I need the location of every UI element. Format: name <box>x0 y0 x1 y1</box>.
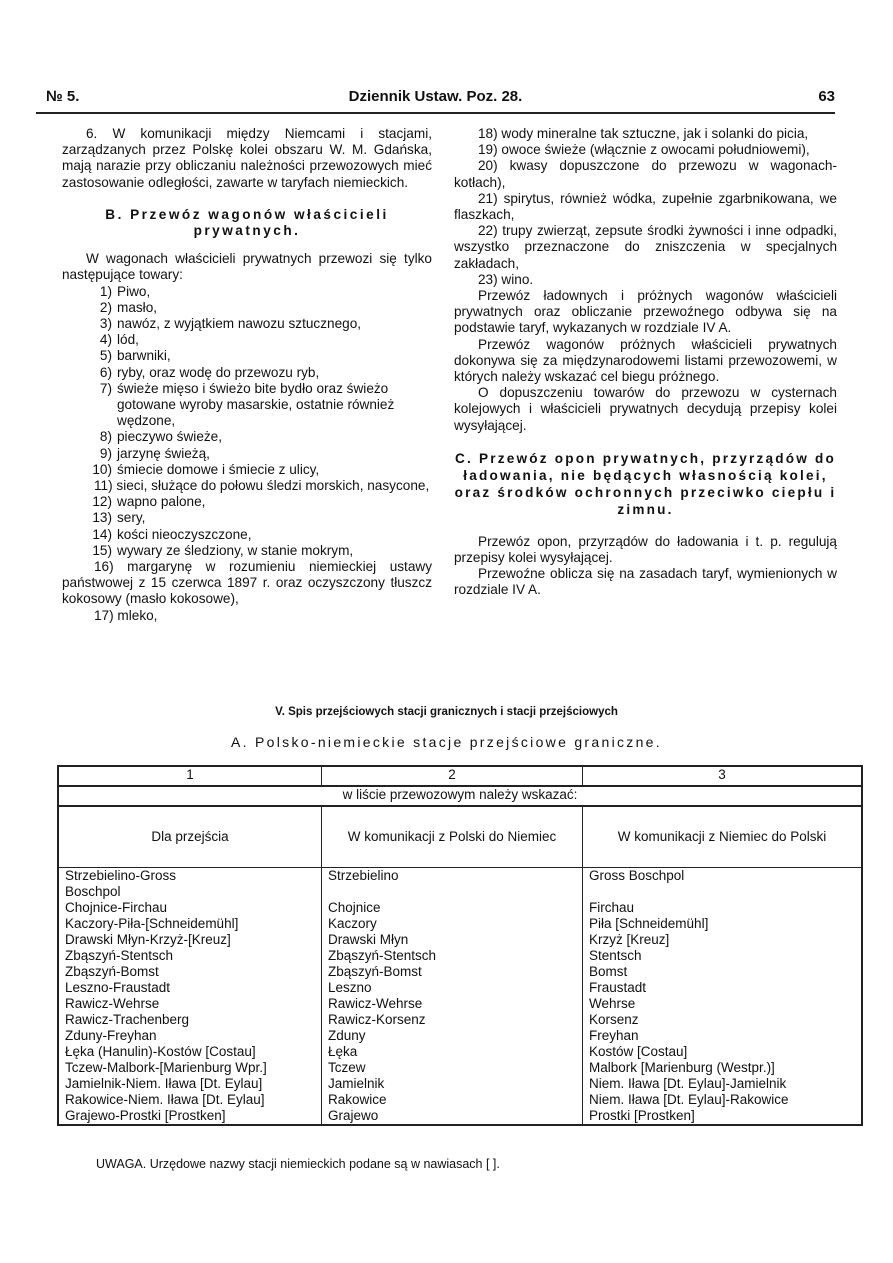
table-cell: Drawski Młyn <box>328 932 409 947</box>
table-cell: Kaczory-Piła-[Schneidemühl] <box>65 916 239 931</box>
paragraph-charges: Przewoźne oblicza się na zasadach taryf, wymienionych w rozdziale IV A. <box>454 566 837 598</box>
list-item: 23) wino. <box>478 271 534 287</box>
table-cell: Rawicz-Wehrse <box>65 996 160 1011</box>
table-cell: Grajewo <box>328 1108 379 1123</box>
table-cell: Jamielnik-Niem. Iława [Dt. Eylau] <box>65 1076 263 1091</box>
list-item: 1) Piwo, <box>99 283 151 299</box>
table-cell: Kostów [Costau] <box>589 1044 688 1059</box>
paragraph-6: 6. W komunikacji między Niemcami i stacjami, zarządzanych przez Polskę kolei obszaru W. M. Gdańska, mają narazie przy obliczaniu należności przewozowych mieć zastosowanie odległości, zawarte w taryfach niemieckich. <box>62 126 432 190</box>
list-item: 13) sery, <box>92 510 146 526</box>
list-item-17: 17) mleko, <box>94 607 158 623</box>
table-cell: Niem. Iława [Dt. Eylau]-Jamielnik <box>589 1076 787 1091</box>
table-cell: Zduny-Freyhan <box>65 1028 157 1043</box>
table-cell: Rakowice <box>328 1092 387 1107</box>
table-cell: Grajewo-Prostki [Prostken] <box>65 1108 226 1123</box>
list-item: 4) lód, <box>99 332 139 348</box>
list-item: 20) kwasy dopuszczone do przewozu w wagonach-kotłach), <box>454 158 837 190</box>
issue-number: № 5. <box>46 88 80 105</box>
germany-to-poland-column <box>583 868 863 1126</box>
list-item: 22) trupy zwierząt, zepsute środki żywności i inne odpadki, wszystko przeznaczone do zniszczenia w specjalnych zakładach, <box>454 223 837 271</box>
list-item: 6) ryby, oraz wodę do przewozu ryb, <box>99 364 320 380</box>
list-item: 2) masło, <box>99 299 158 315</box>
table-cell: Zbąszyń-Stentsch <box>65 948 174 963</box>
table-cell: Wehrse <box>589 996 636 1011</box>
table-cell: Strzebielino-Gross <box>65 868 177 883</box>
list-item: 21) spirytus, również wódka, zupełnie zgarbnikowana, we flaszkach, <box>454 190 837 223</box>
section-b-intro: W wagonach właścicieli prywatnych przewozi się tylko następujące towary: <box>62 251 432 283</box>
list-item-11: 11) sieci, służące do połowu śledzi morskich, nasycone, <box>94 478 430 494</box>
table-cell: Bomst <box>589 964 628 979</box>
table-cell: Rawicz-Korsenz <box>328 1012 426 1027</box>
paragraph-wagons: Przewóz ładownych i próżnych wagonów właścicieli prywatnych oraz obliczanie przewoźnego odbywa się na podstawie taryf, wykazanych w rozdziale IV A. <box>454 288 837 336</box>
column-number: 2 <box>322 766 583 786</box>
column-header: Dla przejścia <box>58 806 322 868</box>
table-cell: Tczew <box>328 1060 366 1075</box>
list-item: 14) kości nieoczyszczone, <box>92 526 252 542</box>
page-header <box>36 88 835 108</box>
table-cell <box>589 884 855 900</box>
list-item: 8) pieczywo świeże, <box>99 429 223 445</box>
section-b-title: B. Przewóz wagonów właścicieli prywatnych. <box>105 206 389 239</box>
list-item: 5) barwniki, <box>99 348 171 364</box>
table-cell: Malbork [Marienburg (Westpr.)] <box>589 1060 775 1075</box>
table-cell: Piła [Schneidemühl] <box>589 916 709 931</box>
table-cell: Rawicz-Wehrse <box>328 996 423 1011</box>
table-cell: Zbąszyń-Stentsch <box>328 948 437 963</box>
crossing-column <box>58 868 322 1126</box>
column-number: 1 <box>58 766 322 786</box>
left-column <box>62 126 432 624</box>
table-cell: Niem. Iława [Dt. Eylau]-Rakowice <box>589 1092 789 1107</box>
table-cell: Krzyż [Kreuz] <box>589 932 670 947</box>
list-item: 12) wapno palone, <box>92 494 206 510</box>
table-cell: Strzebielino <box>328 868 399 883</box>
goods-list-2 <box>62 494 432 559</box>
table-cell: Rawicz-Trachenberg <box>65 1012 190 1027</box>
list-item: 18) wody mineralne tak sztuczne, jak i solanki do picia, <box>478 126 809 141</box>
table-cell <box>328 884 576 900</box>
header-rule <box>36 112 835 114</box>
list-item: 7) świeże mięso i świeżo bite bydło oraz świeżo gotowane wyroby masarskie, ostatnie również wędzone, <box>99 380 395 429</box>
right-column <box>454 126 837 599</box>
column-number: 3 <box>583 766 863 786</box>
column-header: W komunikacji z Polski do Niemiec <box>322 806 583 868</box>
table-cell: Korsenz <box>589 1012 639 1027</box>
section-v-subtitle: A. Polsko-niemieckie stacje przejściowe graniczne. <box>231 734 662 750</box>
section-c-title: C. Przewóz opon prywatnych, przyrządów do ładowania, nie będących własnością kolei, oraz środków ochronnych przeciwko ciepłu i zimnu. <box>454 450 837 517</box>
table-cell: Gross Boschpol <box>589 868 685 883</box>
table-cell: Leszno-Fraustadt <box>65 980 171 995</box>
table-cell: Łęka (Hanulin)-Kostów [Costau] <box>65 1044 256 1059</box>
table-cell: Firchau <box>589 900 635 915</box>
table-cell: Kaczory <box>328 916 377 931</box>
poland-to-germany-column <box>322 868 583 1126</box>
table-body-row <box>58 868 862 1126</box>
table-span-header: w liście przewozowym należy wskazać: <box>58 786 862 806</box>
table-cell: Zbąszyń-Bomst <box>328 964 422 979</box>
table-column-numbers <box>58 766 862 786</box>
list-item: 19) owoce świeże (włącznie z owocami południowemi), <box>478 142 810 158</box>
section-v-title: V. Spis przejściowych stacji granicznych i stacji przejściowych <box>275 706 618 718</box>
footnote: UWAGA. Urzędowe nazwy stacji niemieckich podane są w nawiasach [ ]. <box>96 1157 500 1171</box>
list-item: 9) jarzynę świeżą, <box>99 445 210 461</box>
table-cell: Łęka <box>328 1044 358 1059</box>
list-item-16: 16) margarynę w rozumieniu niemieckiej ustawy państwowej z 15 czerwca 1897 r. oraz oczyszczony tłuszcz kokosowy (masło kokosowe), <box>62 559 432 607</box>
list-item: 10) śmiecie domowe i śmiecie z ulicy, <box>92 461 320 477</box>
page-number: 63 <box>818 88 835 105</box>
goods-list <box>62 284 432 478</box>
journal-title: Dziennik Ustaw. Poz. 28. <box>348 88 523 105</box>
table-cell: Fraustadt <box>589 980 647 995</box>
column-header: W komunikacji z Niemiec do Polski <box>583 806 863 868</box>
table-cell: Chojnice <box>328 900 381 915</box>
list-item: 15) wywary ze śledziony, w stanie mokrym, <box>92 542 354 558</box>
table-cell: Drawski Młyn-Krzyż-[Kreuz] <box>65 932 231 947</box>
table-cell: Stentsch <box>589 948 642 963</box>
table-cell: Zbąszyń-Bomst <box>65 964 159 979</box>
table-span-header-row <box>58 786 862 806</box>
table-cell: Jamielnik <box>328 1076 385 1091</box>
table-cell: Tczew-Malbork-[Marienburg Wpr.] <box>65 1060 267 1075</box>
paragraph-empty-wagons: Przewóz wagonów próżnych właścicieli prywatnych dokonywa się za międzynarodowemi listami przewozowemi, w których należy wskazać cel biegu próżnego. <box>454 336 837 385</box>
table-header-row <box>58 806 862 868</box>
table-cell: Zduny <box>328 1028 366 1043</box>
border-stations-table <box>57 765 863 1126</box>
paragraph-cisterns: O dopuszczeniu towarów do przewozu w cysternach kolejowych i właścicieli prywatnych decydują przepisy kolei wysyłającej. <box>454 385 837 433</box>
table-cell: Leszno <box>328 980 372 995</box>
table-cell: Rakowice-Niem. Iława [Dt. Eylau] <box>65 1092 265 1107</box>
table-cell: Freyhan <box>589 1028 639 1043</box>
paragraph-tarps: Przewóz opon, przyrządów do ładowania i t. p. regulują przepisy kolei wysyłającej. <box>454 533 837 566</box>
list-item: 3) nawóz, z wyjątkiem nawozu sztucznego, <box>99 316 362 332</box>
table-cell: Boschpol <box>65 884 121 899</box>
table-cell: Prostki [Prostken] <box>589 1108 695 1123</box>
table-cell: Chojnice-Firchau <box>65 900 168 915</box>
